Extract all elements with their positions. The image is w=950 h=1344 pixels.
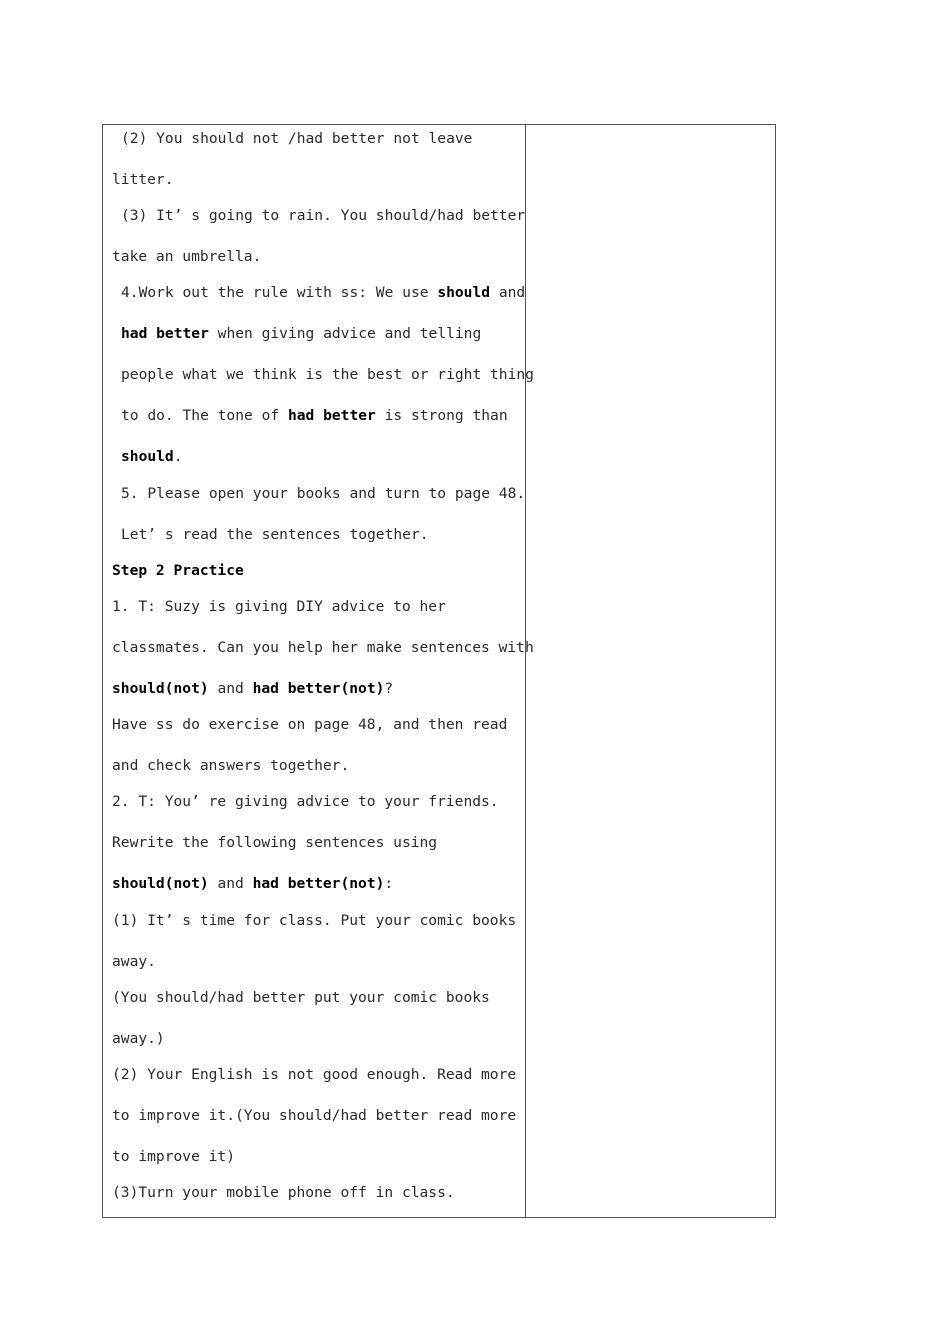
text-line: (3)Turn your mobile phone off in class. bbox=[112, 1184, 455, 1201]
notes-cell bbox=[526, 125, 775, 1217]
text-line: (1) It’ s time for class. Put your comic books bbox=[112, 912, 517, 929]
keyword-should: should bbox=[121, 448, 174, 465]
text-line: away.) bbox=[112, 1030, 165, 1047]
text-line: (2) You should not /had better not leave bbox=[121, 130, 473, 147]
text-line: 1. T: Suzy is giving DIY advice to her bbox=[112, 598, 446, 615]
text-line bbox=[112, 680, 393, 698]
lesson-plan-table bbox=[102, 124, 776, 1218]
text-line: (You should/had better put your comic books bbox=[112, 989, 490, 1006]
text-line: to improve it.(You should/had better read more bbox=[112, 1107, 517, 1124]
text-line: 2. T: You’ re giving advice to your friends. bbox=[112, 793, 499, 810]
text-span: ? bbox=[384, 680, 394, 697]
text-line: Let’ s read the sentences together. bbox=[121, 526, 429, 543]
rule-line bbox=[121, 325, 481, 343]
text-span: and bbox=[208, 875, 253, 892]
keyword-had-better: had better bbox=[121, 325, 209, 342]
text-line: 5. Please open your books and turn to page 48. bbox=[121, 485, 526, 502]
text-line: litter. bbox=[112, 171, 174, 188]
text-span: and bbox=[490, 284, 526, 301]
rule-line bbox=[121, 448, 183, 466]
keyword-should-not: should(not) bbox=[112, 680, 209, 697]
text-line: (2) Your English is not good enough. Read more bbox=[112, 1066, 517, 1083]
text-line: and check answers together. bbox=[112, 757, 350, 774]
step-heading: Step 2 Practice bbox=[112, 562, 244, 579]
keyword-should: should bbox=[437, 284, 491, 301]
text-span: and bbox=[208, 680, 253, 697]
keyword-had-better: had better bbox=[287, 407, 376, 424]
text-span: . bbox=[173, 448, 183, 465]
procedure-cell bbox=[103, 125, 534, 1217]
text-line: take an umbrella. bbox=[112, 248, 262, 265]
text-span: 4.Work out the rule with ss: We use bbox=[121, 284, 438, 301]
text-line: to improve it) bbox=[112, 1148, 236, 1165]
text-span: when giving advice and telling bbox=[208, 325, 482, 342]
text-span: : bbox=[384, 875, 394, 892]
text-span: is strong than bbox=[375, 407, 508, 424]
rule-line bbox=[121, 284, 525, 302]
text-span: to do. The tone of bbox=[121, 407, 288, 424]
text-line: Rewrite the following sentences using bbox=[112, 834, 438, 851]
rule-line bbox=[121, 407, 508, 425]
rule-line: people what we think is the best or right thing bbox=[121, 366, 534, 383]
keyword-should-not: should(not) bbox=[112, 875, 209, 892]
text-line: Have ss do exercise on page 48, and then read bbox=[112, 716, 508, 733]
text-line: classmates. Can you help her make sentences with bbox=[112, 639, 534, 656]
text-line: away. bbox=[112, 953, 156, 970]
keyword-had-better-not: had better(not) bbox=[252, 875, 385, 892]
text-line bbox=[112, 875, 393, 893]
text-line: (3) It’ s going to rain. You should/had better bbox=[121, 207, 526, 224]
keyword-had-better-not: had better(not) bbox=[252, 680, 385, 697]
